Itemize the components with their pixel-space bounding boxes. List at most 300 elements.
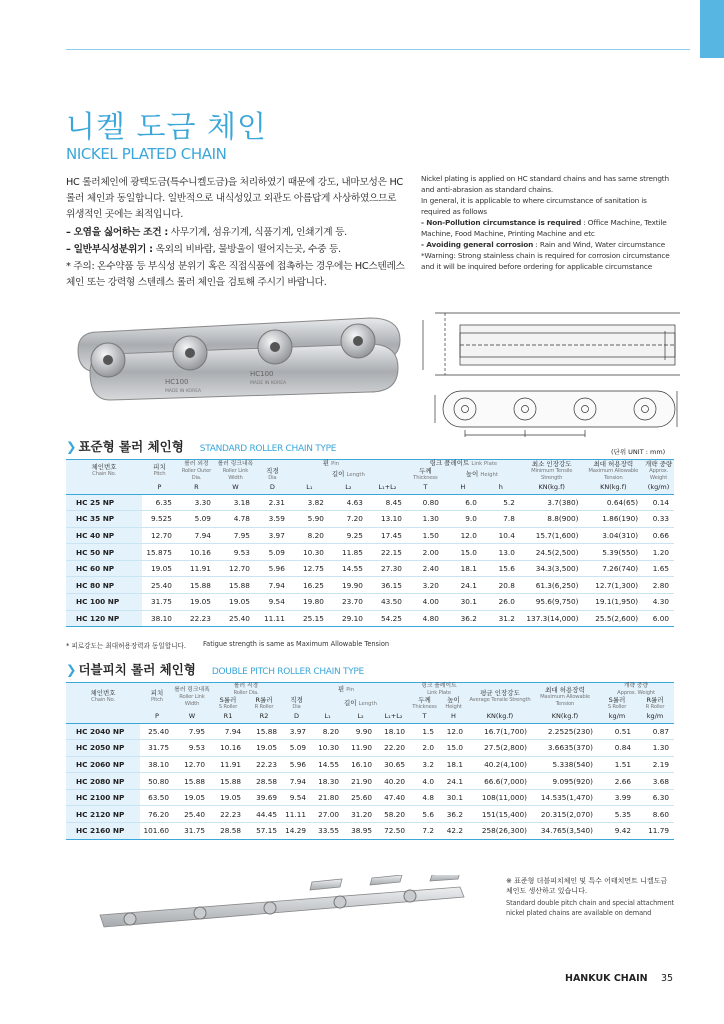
dp-value-cell: 20.315(2,070) [532, 806, 598, 823]
dp-symbol: P [140, 711, 174, 723]
dp-value-cell: 18.10 [377, 723, 410, 740]
std-value-cell: 24.5(2,500) [520, 544, 584, 561]
intro-en-p3 [421, 217, 673, 239]
std-value-cell: 0.14 [643, 494, 674, 511]
std-value-cell: 5.90 [290, 511, 329, 528]
std-value-cell: 2.31 [255, 494, 290, 511]
std-value-cell: 54.25 [368, 610, 407, 627]
std-value-cell: 36.15 [368, 577, 407, 594]
intro-ko-p4: * 주의: 온수약품 등 부식성 분위기 혹은 직접식품에 접촉하는 경우에는 HC스텐레스 체인 또는 강력형 스텐레스 롤러 체인을 검토해 주시기 바랍니다. [66, 261, 405, 289]
dp-value-cell: 21.90 [344, 773, 377, 790]
dp-th-thickness: 두께 Thickness [410, 697, 439, 711]
dp-value-cell: 22.23 [210, 806, 246, 823]
dp-value-cell: 11.90 [344, 740, 377, 757]
dp-symbol: D [282, 711, 311, 723]
dp-value-cell: 14.535(1,470) [532, 789, 598, 806]
standard-section-title [66, 437, 336, 455]
intro-ko-p2-bold: – 오염을 싫어하는 조건 : [66, 226, 168, 238]
top-rule [66, 49, 690, 50]
dp-value-cell: 3.68 [636, 773, 674, 790]
double-section-title [66, 660, 364, 678]
intro-ko-p3 [66, 242, 406, 258]
dp-value-cell: 7.94 [282, 773, 311, 790]
std-chain-no-cell: HC 100 NP [66, 594, 142, 611]
dp-symbol: H [439, 711, 468, 723]
std-chain-no-cell: HC 80 NP [66, 577, 142, 594]
std-value-cell: 8.20 [290, 527, 329, 544]
std-value-cell: 5.09 [255, 544, 290, 561]
std-value-cell: 19.1(1,950) [584, 594, 644, 611]
dp-value-cell: 18.1 [439, 756, 468, 773]
dp-chain-no-cell: HC 2160 NP [66, 823, 140, 840]
plate-label-1: HC100 [165, 378, 189, 386]
std-value-cell: 3.20 [407, 577, 444, 594]
dp-value-cell: 1.5 [410, 723, 439, 740]
std-value-cell: 4.80 [407, 610, 444, 627]
intro-en-p4-bold: - Avoiding general corrosion [421, 240, 534, 249]
dp-value-cell: 2.19 [636, 756, 674, 773]
std-th-inner-width: 롤러 링크내폭 Roller Link Width [217, 460, 254, 481]
intro-ko-p2 [66, 225, 406, 241]
std-chain-no-cell: HC 60 NP [66, 560, 142, 577]
double-pitch-links [100, 875, 464, 927]
std-value-cell: 19.05 [177, 594, 216, 611]
availability-note-ko: ※ 표준형 더블피치체인 및 특수 어태치먼트 니켈도금 체인도 생산하고 있습니다. [506, 877, 668, 895]
intro-en-p5: *Warning: Strong stainless chain is required for corrosion circumstance and it will be inquired before ordering for applicable circumstance [421, 251, 670, 271]
std-value-cell: 6.35 [142, 494, 177, 511]
std-value-cell: 12.70 [216, 560, 255, 577]
plate-sub-1: MADE IN KOREA [165, 389, 202, 394]
dp-value-cell: 27.5(2,800) [468, 740, 532, 757]
dp-value-cell: 12.0 [439, 723, 468, 740]
intro-ko-p1: HC 롤러체인에 광택도금(특수니켈도금)을 처리하였기 때문에 강도, 내마모성은 HC롤러 체인과 동일합니다. 일반적으로 내식성있고 외관도 아름답게 사상하였으므로 위생적인 곳에는 최적입니다. [66, 177, 403, 221]
std-value-cell: 6.0 [444, 494, 482, 511]
std-value-cell: 8.45 [368, 494, 407, 511]
dp-value-cell: 16.7(1,700) [468, 723, 532, 740]
std-value-cell: 3.18 [216, 494, 255, 511]
std-value-cell: 12.75 [290, 560, 329, 577]
dp-chain-no-cell: HC 2100 NP [66, 789, 140, 806]
dp-th-length: 길이 Length [311, 697, 410, 711]
dp-value-cell: 15.88 [210, 773, 246, 790]
dp-value-cell: 36.2 [439, 806, 468, 823]
dp-value-cell: 11.11 [282, 806, 311, 823]
dp-value-cell: 0.51 [598, 723, 636, 740]
std-value-cell: 13.0 [482, 544, 520, 561]
std-value-cell: 3.30 [177, 494, 216, 511]
dp-value-cell: 9.42 [598, 823, 636, 840]
dp-value-cell: 14.55 [311, 756, 344, 773]
std-symbol: KN(kg.f) [520, 482, 584, 494]
dp-value-cell: 15.0 [439, 740, 468, 757]
dp-symbol: kg/m [636, 711, 674, 723]
dp-th-weight-s: S롤러 S Roller [598, 697, 636, 711]
std-value-cell: 9.525 [142, 511, 177, 528]
std-value-cell: 23.70 [329, 594, 368, 611]
std-value-cell: 137.3(14,000) [520, 610, 584, 627]
std-symbol: H [444, 482, 482, 494]
dp-value-cell: 151(15,400) [468, 806, 532, 823]
std-value-cell: 15.0 [444, 544, 482, 561]
section-arrow-icon: ❯ [66, 662, 77, 677]
chain-links [78, 318, 400, 400]
dp-symbol: L₂ [344, 711, 377, 723]
dp-value-cell: 5.6 [410, 806, 439, 823]
dp-value-cell: 11.79 [636, 823, 674, 840]
std-value-cell: 19.80 [290, 594, 329, 611]
std-value-cell: 25.40 [142, 577, 177, 594]
unit-label: (단위 UNIT : mm) [611, 448, 666, 456]
std-value-cell: 7.26(740) [584, 560, 644, 577]
intro-ko-p3-text: 옥외의 비바람, 물방울이 떨어지는곳, 수중 등. [152, 243, 341, 255]
std-value-cell: 61.3(6,250) [520, 577, 584, 594]
std-value-cell: 7.8 [482, 511, 520, 528]
dp-value-cell: 30.65 [377, 756, 410, 773]
std-chain-no-cell: HC 120 NP [66, 610, 142, 627]
std-value-cell: 4.63 [329, 494, 368, 511]
std-value-cell: 9.0 [444, 511, 482, 528]
dp-value-cell: 39.69 [246, 789, 282, 806]
dp-value-cell: 40.2(4,100) [468, 756, 532, 773]
dp-value-cell: 18.30 [311, 773, 344, 790]
dp-value-cell: 31.20 [344, 806, 377, 823]
dp-value-cell: 30.1 [439, 789, 468, 806]
dp-value-cell: 3.97 [282, 723, 311, 740]
std-table-row [66, 544, 674, 561]
dp-symbol-row [66, 711, 674, 723]
std-value-cell: 25.15 [290, 610, 329, 627]
dp-value-cell: 50.80 [140, 773, 174, 790]
dp-value-cell: 63.50 [140, 789, 174, 806]
dp-value-cell: 40.20 [377, 773, 410, 790]
dp-value-cell: 5.96 [282, 756, 311, 773]
dp-th-chain-no: 체인번호 Chain No. [66, 683, 140, 712]
std-symbol-blank [66, 482, 142, 494]
std-value-cell: 7.94 [255, 577, 290, 594]
dp-th-dia: 직경 Dia [282, 697, 311, 711]
dp-value-cell: 38.10 [140, 756, 174, 773]
double-title-ko: 더블피치 롤러 체인형 [78, 662, 196, 677]
chain-technical-drawing [415, 305, 685, 440]
dp-value-cell: 12.70 [174, 756, 210, 773]
std-value-cell: 20.8 [482, 577, 520, 594]
dp-table-body [66, 723, 674, 839]
dp-value-cell: 1.30 [636, 740, 674, 757]
std-value-cell: 7.95 [216, 527, 255, 544]
std-value-cell: 12.0 [444, 527, 482, 544]
dp-value-cell: 3.6635(370) [532, 740, 598, 757]
std-value-cell: 15.6 [482, 560, 520, 577]
chain-photo [70, 310, 410, 410]
dp-value-cell: 28.58 [246, 773, 282, 790]
dp-value-cell: 19.05 [174, 789, 210, 806]
std-th-length: 길이 Length [290, 468, 407, 482]
dp-table-row [66, 723, 674, 740]
dp-value-cell: 19.05 [210, 789, 246, 806]
double-title-en: DOUBLE PITCH ROLLER CHAIN TYPE [211, 667, 364, 677]
std-value-cell: 4.30 [643, 594, 674, 611]
dp-value-cell: 31.75 [174, 823, 210, 840]
dp-symbol: L₁+L₂ [377, 711, 410, 723]
dp-symbol: T [410, 711, 439, 723]
std-symbol: L₂ [329, 482, 368, 494]
std-value-cell: 14.55 [329, 560, 368, 577]
std-value-cell: 38.10 [142, 610, 177, 627]
std-chain-no-cell: HC 50 NP [66, 544, 142, 561]
std-chain-no-cell: HC 40 NP [66, 527, 142, 544]
dp-value-cell: 14.29 [282, 823, 311, 840]
std-value-cell: 29.10 [329, 610, 368, 627]
std-value-cell: 12.70 [142, 527, 177, 544]
std-symbol: W [216, 482, 255, 494]
dp-value-cell: 2.0 [410, 740, 439, 757]
std-value-cell: 10.4 [482, 527, 520, 544]
std-value-cell: 19.05 [216, 594, 255, 611]
dp-table-row [66, 789, 674, 806]
dp-value-cell: 9.095(920) [532, 773, 598, 790]
std-symbol: L₁+L₂ [368, 482, 407, 494]
std-value-cell: 10.16 [177, 544, 216, 561]
std-value-cell: 9.53 [216, 544, 255, 561]
std-chain-no-cell: HC 35 NP [66, 511, 142, 528]
std-th-dia: 직경 Dia [255, 468, 290, 482]
page-title-en: NICKEL PLATED CHAIN [66, 145, 227, 163]
std-value-cell: 1.50 [407, 527, 444, 544]
std-symbol: T [407, 482, 444, 494]
dp-symbol: R1 [210, 711, 246, 723]
dp-th-pitch: 피치 Pitch [140, 683, 174, 712]
dp-value-cell: 25.40 [174, 806, 210, 823]
std-table-row [66, 610, 674, 627]
std-value-cell: 11.85 [329, 544, 368, 561]
std-value-cell: 8.8(900) [520, 511, 584, 528]
dp-value-cell: 2.66 [598, 773, 636, 790]
std-value-cell: 1.30 [407, 511, 444, 528]
page-title-ko: 니켈 도금 체인 [66, 110, 267, 145]
std-value-cell: 0.66 [643, 527, 674, 544]
std-value-cell: 36.2 [444, 610, 482, 627]
std-value-cell: 19.90 [329, 577, 368, 594]
intro-en-p3-bold: - Non-Pollution circumstance is required [421, 218, 582, 227]
dp-value-cell: 0.87 [636, 723, 674, 740]
dp-th-tensile: 평균 인장강도 Average Tensile Strength [468, 683, 532, 712]
std-value-cell: 1.65 [643, 560, 674, 577]
std-th-roller: 롤러 외경 Roller Outer Dia. [177, 460, 216, 483]
dp-value-cell: 22.20 [377, 740, 410, 757]
dp-value-cell: 58.20 [377, 806, 410, 823]
dp-value-cell: 24.1 [439, 773, 468, 790]
std-th-allowable: 최대 허용장력 Maximum Allowable Tension [584, 460, 644, 483]
dp-th-roller: 롤러 직경 Roller Dia. [210, 683, 282, 698]
dp-table-row [66, 823, 674, 840]
dp-value-cell: 9.90 [344, 723, 377, 740]
dp-chain-no-cell: HC 2120 NP [66, 806, 140, 823]
dp-th-pin: 핀 Pin [282, 683, 410, 698]
dp-table-row [66, 756, 674, 773]
dp-chain-no-cell: HC 2060 NP [66, 756, 140, 773]
std-value-cell: 11.11 [255, 610, 290, 627]
std-value-cell: 12.7(1,300) [584, 577, 644, 594]
dp-value-cell: 28.58 [210, 823, 246, 840]
dp-value-cell: 9.53 [174, 740, 210, 757]
std-value-cell: 0.80 [407, 494, 444, 511]
std-value-cell: 30.1 [444, 594, 482, 611]
intro-en-p4 [421, 239, 673, 250]
std-value-cell: 5.39(550) [584, 544, 644, 561]
dp-symbol: KN(kg.f) [468, 711, 532, 723]
dp-value-cell: 5.338(540) [532, 756, 598, 773]
dp-value-cell: 42.2 [439, 823, 468, 840]
std-value-cell: 15.7(1,600) [520, 527, 584, 544]
dp-value-cell: 19.05 [246, 740, 282, 757]
dp-table-row [66, 806, 674, 823]
intro-en-p1: Nickel plating is applied on HC standard chains and has same strength and anti-abrasion as standard chains. [421, 174, 669, 194]
std-value-cell: 25.5(2,600) [584, 610, 644, 627]
dp-value-cell: 7.95 [174, 723, 210, 740]
std-value-cell: 4.00 [407, 594, 444, 611]
dp-value-cell: 25.60 [344, 789, 377, 806]
dp-value-cell: 108(11,000) [468, 789, 532, 806]
availability-note [506, 876, 676, 918]
std-table-row [66, 594, 674, 611]
dp-value-cell: 9.54 [282, 789, 311, 806]
std-th-plate: 링크 플레이트 Link Plate [407, 460, 520, 469]
std-value-cell: 5.96 [255, 560, 290, 577]
dp-th-height: 높이 Height [439, 697, 468, 711]
standard-title-en: STANDARD ROLLER CHAIN TYPE [199, 444, 337, 454]
std-value-cell: 15.875 [142, 544, 177, 561]
std-symbol: D [255, 482, 290, 494]
dp-value-cell: 47.40 [377, 789, 410, 806]
std-value-cell: 3.97 [255, 527, 290, 544]
std-value-cell: 22.23 [177, 610, 216, 627]
standard-title-ko: 표준형 롤러 체인형 [78, 439, 184, 454]
std-value-cell: 13.10 [368, 511, 407, 528]
std-value-cell: 0.64(65) [584, 494, 644, 511]
dp-table-row [66, 740, 674, 757]
dp-value-cell: 76.20 [140, 806, 174, 823]
std-symbol: (kg/m) [643, 482, 674, 494]
dp-value-cell: 8.20 [311, 723, 344, 740]
fatigue-note-ko: * 피로강도는 최대허용장력과 동일합니다. [66, 642, 186, 650]
dp-value-cell: 2.2525(230) [532, 723, 598, 740]
dp-value-cell: 10.30 [311, 740, 344, 757]
page-number: 35 [661, 973, 674, 984]
std-value-cell: 15.88 [177, 577, 216, 594]
dp-value-cell: 7.94 [210, 723, 246, 740]
dp-symbol: kg/m [598, 711, 636, 723]
plate-label-2: HC100 [250, 370, 274, 378]
dp-symbol: KN(kg.f) [532, 711, 598, 723]
dp-value-cell: 1.51 [598, 756, 636, 773]
dp-value-cell: 66.6(7,000) [468, 773, 532, 790]
intro-ko-p2-text: 사무기계, 섬유기계, 식품기계, 인쇄기계 등. [167, 226, 347, 238]
dp-value-cell: 10.16 [210, 740, 246, 757]
dp-value-cell: 4.8 [410, 789, 439, 806]
dp-value-cell: 21.80 [311, 789, 344, 806]
dp-value-cell: 57.15 [246, 823, 282, 840]
dp-value-cell: 5.35 [598, 806, 636, 823]
dp-value-cell: 16.10 [344, 756, 377, 773]
std-value-cell: 10.30 [290, 544, 329, 561]
std-value-cell: 26.0 [482, 594, 520, 611]
dp-value-cell: 5.09 [282, 740, 311, 757]
dp-value-cell: 38.95 [344, 823, 377, 840]
dp-value-cell: 0.84 [598, 740, 636, 757]
standard-chain-table [66, 459, 674, 627]
std-value-cell: 15.88 [216, 577, 255, 594]
dp-symbol: R2 [246, 711, 282, 723]
std-value-cell: 3.04(310) [584, 527, 644, 544]
section-arrow-icon: ❯ [66, 439, 77, 454]
dp-value-cell: 6.30 [636, 789, 674, 806]
footer-brand: HANKUK CHAIN [565, 973, 648, 984]
dp-value-cell: 44.45 [246, 806, 282, 823]
std-value-cell: 5.2 [482, 494, 520, 511]
plate-sub-2: MADE IN KOREA [250, 381, 287, 386]
std-value-cell: 34.3(3,500) [520, 560, 584, 577]
std-value-cell: 2.80 [643, 577, 674, 594]
dp-symbol: L₁ [311, 711, 344, 723]
dp-th-weight-r: R롤러 R Roller [636, 697, 674, 711]
std-value-cell: 3.59 [255, 511, 290, 528]
std-value-cell: 27.30 [368, 560, 407, 577]
dp-chain-no-cell: HC 2080 NP [66, 773, 140, 790]
std-value-cell: 18.1 [444, 560, 482, 577]
dp-th-allowable: 최대 허용장력 Maximum Allowable Tension [532, 683, 598, 712]
std-symbol: P [142, 482, 177, 494]
std-table-row [66, 511, 674, 528]
std-value-cell: 7.20 [329, 511, 368, 528]
std-value-cell: 7.94 [177, 527, 216, 544]
dp-value-cell: 101.60 [140, 823, 174, 840]
std-th-pin: 핀 Pin [255, 460, 407, 469]
std-table-row [66, 527, 674, 544]
std-value-cell: 6.00 [643, 610, 674, 627]
dp-symbol-blank [66, 711, 140, 723]
dp-value-cell: 4.0 [410, 773, 439, 790]
dp-th-s-roller: S롤러 S Roller [210, 697, 246, 711]
std-symbol: L₁ [290, 482, 329, 494]
std-value-cell: 3.82 [290, 494, 329, 511]
dp-chain-no-cell: HC 2050 NP [66, 740, 140, 757]
std-th-height: 높이 Height [444, 468, 520, 482]
std-value-cell: 22.15 [368, 544, 407, 561]
std-symbol: R [177, 482, 216, 494]
std-th-thickness: 두께 Thickness [407, 468, 444, 482]
std-symbol: KN(kg.f) [584, 482, 644, 494]
std-value-cell: 43.50 [368, 594, 407, 611]
intro-korean [66, 175, 406, 292]
std-table-body [66, 494, 674, 627]
intro-english [421, 173, 673, 272]
std-value-cell: 4.78 [216, 511, 255, 528]
std-value-cell: 3.7(380) [520, 494, 584, 511]
dp-value-cell: 8.60 [636, 806, 674, 823]
intro-en-p2: In general, it is applicable to where circumstance of sanitation is required as follows [421, 196, 647, 216]
dp-value-cell: 258(26,300) [468, 823, 532, 840]
dp-th-inner-width: 롤러 링크내폭 Roller Link Width [174, 683, 210, 712]
std-value-cell: 9.25 [329, 527, 368, 544]
dp-value-cell: 3.99 [598, 789, 636, 806]
std-symbol: h [482, 482, 520, 494]
fatigue-note-en: Fatigue strength is same as Maximum Allowable Tension [203, 640, 390, 648]
dp-th-plate: 링크 플레이트 Link Plate [410, 683, 468, 698]
std-value-cell: 24.1 [444, 577, 482, 594]
std-th-tensile: 최소 인장강도 Minimum Tensile Strength [520, 460, 584, 483]
std-value-cell: 1.20 [643, 544, 674, 561]
std-value-cell: 9.54 [255, 594, 290, 611]
